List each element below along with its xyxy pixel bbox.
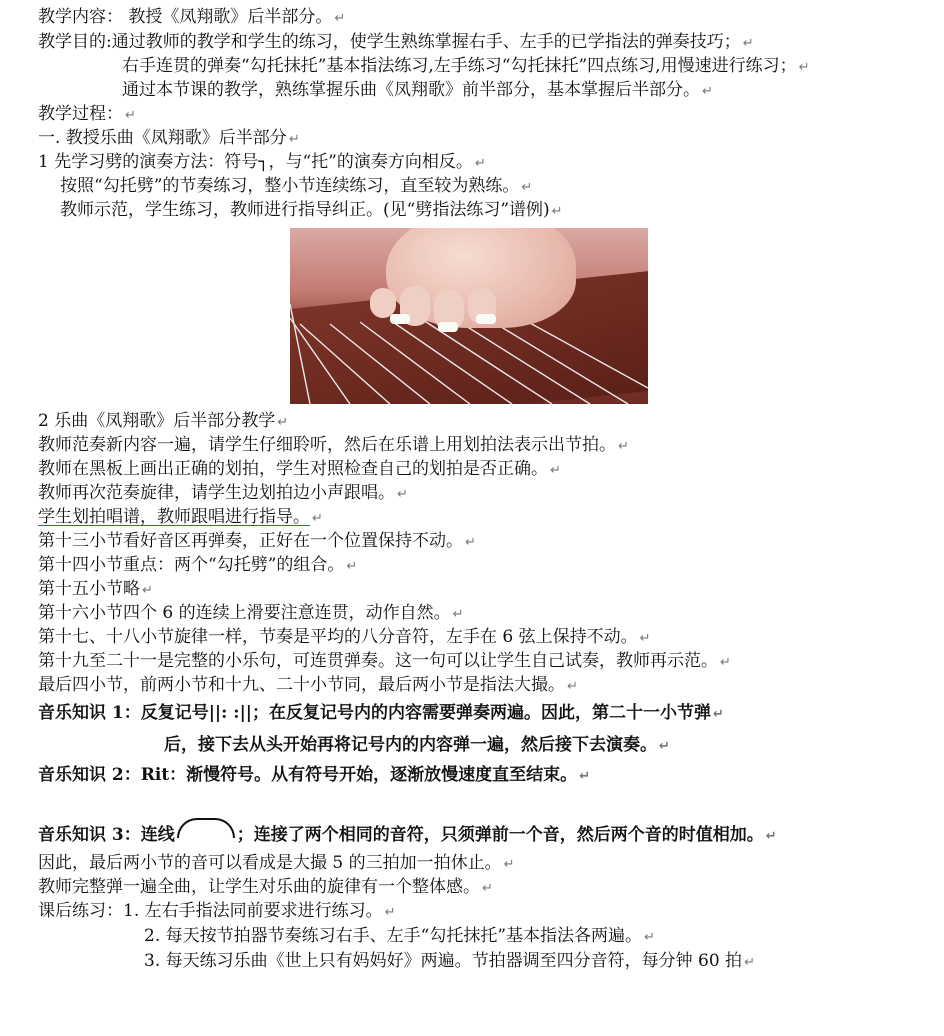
bar-13-note: 第十三小节看好音区再弹奏，正好在一个位置保持不动。 ↵ bbox=[38, 531, 476, 551]
homework-2: 2. 每天按节拍器节奏练习右手、左手“勾托抹托”基本指法各两遍。 ↵ bbox=[144, 926, 655, 946]
bar-19-21-note: 第十九至二十一是完整的小乐句，可连贯弹奏。这一句可以让学生自己试奏，教师再示范。 ↵ bbox=[38, 651, 731, 671]
bar-16-note: 第十六小节四个 6 的连续上滑要注意连贯，动作自然。 ↵ bbox=[38, 603, 464, 623]
tie-arc-icon bbox=[177, 818, 235, 838]
lesson-line-3: 教师再次范奏旋律，请学生边划拍边小声跟唱。 ↵ bbox=[38, 483, 408, 503]
teaching-goal-line-3: 通过本节课的教学，熟练掌握乐曲《凤翔歌》前半部分，基本掌握后半部分。 ↵ bbox=[122, 80, 713, 100]
bar-17-18-note: 第十七、十八小节旋律一样，节奏是平均的八分音符，左手在 6 弦上保持不动。 ↵ bbox=[38, 627, 651, 647]
guzheng-playing-photo bbox=[290, 228, 648, 404]
teaching-content-line: 教学内容： 教授《凤翔歌》后半部分。 ↵ bbox=[38, 7, 346, 27]
lesson-line-2: 教师在黑板上画出正确的划拍，学生对照检查自己的划拍是否正确。 ↵ bbox=[38, 459, 561, 479]
bar-14-note: 第十四小节重点：两个“勾托劈”的组合。 ↵ bbox=[38, 555, 358, 575]
music-knowledge-2: 音乐知识 2：Rit：渐慢符号。从有符号开始，逐渐放慢速度直至结束。 ↵ bbox=[38, 765, 591, 785]
music-knowledge-3: 音乐知识 3：连线 ；连接了两个相同的音符，只须弹前一个音，然后两个音的时值相加。 ↵ bbox=[38, 818, 777, 848]
lesson-line-1: 教师范奏新内容一遍，请学生仔细聆听，然后在乐谱上用划拍法表示出节拍。 ↵ bbox=[38, 435, 629, 455]
teaching-goal-line: 教学目的:通过教师的教学和学生的练习，使学生熟练掌握右手、左手的已学指法的弹奏技巧； ↵ bbox=[38, 32, 754, 52]
homework-3: 3. 每天练习乐曲《世上只有妈妈好》两遍。节拍器调至四分音符，每分钟 60 拍 ↵ bbox=[144, 951, 755, 971]
homework-1: 课后练习：1. 左右手指法同前要求进行练习。 ↵ bbox=[38, 901, 396, 921]
teaching-goal-line-2: 右手连贯的弹奏“勾托抹托”基本指法练习,左手练习“勾托抹托”四点练习,用慢速进行练习； ↵ bbox=[122, 56, 810, 76]
bar-15-note: 第十五小节略 ↵ bbox=[38, 579, 153, 599]
step-one-line-2: 按照“勾托劈”的节奏练习，整小节连续练习，直至较为熟练。 ↵ bbox=[60, 176, 533, 196]
section-one-heading: 一. 教授乐曲《凤翔歌》后半部分 ↵ bbox=[38, 128, 300, 148]
music-knowledge-1: 音乐知识 1：反复记号||: :||；在反复记号内的内容需要弹奏两遍。因此，第二十一小节弹 ↵ bbox=[38, 703, 724, 723]
music-knowledge-1-cont: 后，接下去从头开始再将记号内的内容弹一遍，然后接下去演奏。 ↵ bbox=[164, 735, 670, 755]
last-bars-note: 最后四小节，前两小节和十九、二十小节同，最后两小节是指法大撮。 ↵ bbox=[38, 675, 578, 695]
lesson-line-4: 学生划拍唱谱，教师跟唱进行指导。 ↵ bbox=[38, 507, 323, 527]
step-one-line: 1 先学习劈的演奏方法：符号┐，与“托”的演奏方向相反。 ↵ bbox=[38, 152, 486, 172]
tie-explanation: 因此，最后两小节的音可以看成是大撮 5 的三拍加一拍休止。 ↵ bbox=[38, 853, 515, 873]
full-play-line: 教师完整弹一遍全曲，让学生对乐曲的旋律有一个整体感。 ↵ bbox=[38, 877, 493, 897]
step-two-heading: 2 乐曲《凤翔歌》后半部分教学 ↵ bbox=[38, 411, 289, 431]
process-heading: 教学过程： ↵ bbox=[38, 104, 136, 124]
step-one-line-3: 教师示范，学生练习，教师进行指导纠正。(见“劈指法练习”谱例) ↵ bbox=[60, 200, 563, 220]
